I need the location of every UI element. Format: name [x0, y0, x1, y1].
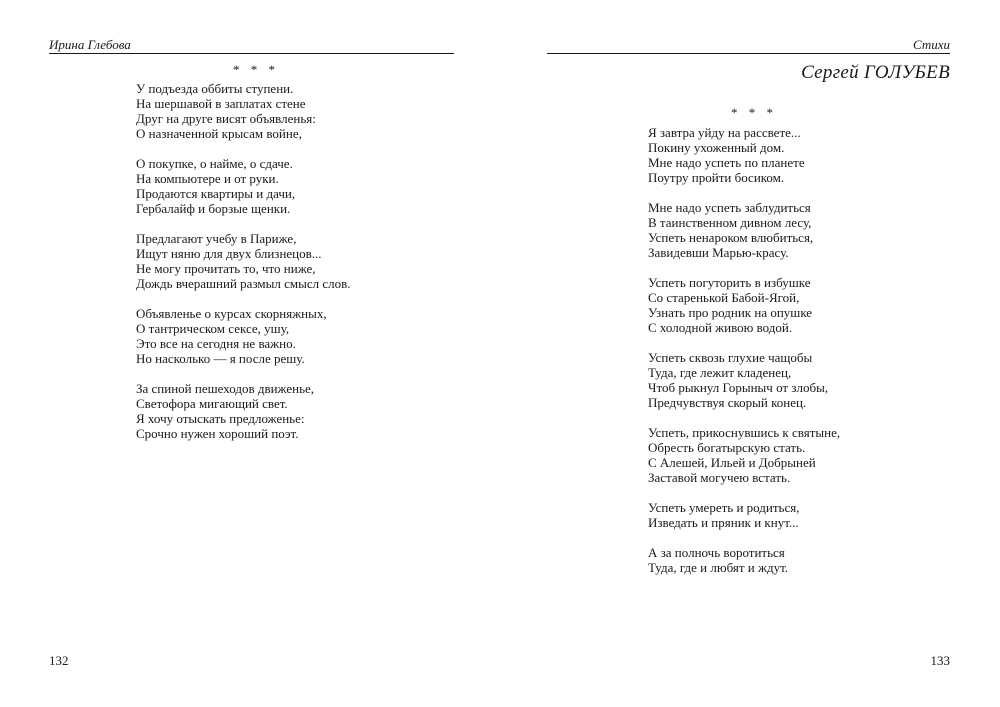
poem-line: Но насколько — я после решу. [136, 351, 305, 366]
header-rule-right [547, 53, 950, 54]
poem-left [136, 81, 350, 456]
page-number-left: 132 [49, 653, 69, 668]
section-stars-right: * * * [731, 105, 777, 120]
poem-line: С Алешей, Ильей и Добрыней [648, 455, 816, 470]
stanza [648, 125, 840, 185]
poem-line: Друг на друге висят объявленья: [136, 111, 316, 126]
poem-line: Успеть умереть и родиться, [648, 500, 800, 515]
poem-line: Объявленье о курсах скорняжных, [136, 306, 327, 321]
stanza [648, 500, 840, 530]
poem-line: Не могу прочитать то, что ниже, [136, 261, 316, 276]
poem-line: О назначенной крысам войне, [136, 126, 302, 141]
poem-line: Я завтра уйду на рассвете... [648, 125, 801, 140]
stanza [136, 231, 350, 291]
poem-line: А за полночь воротиться [648, 545, 785, 560]
poem-line: Предчувствуя скорый конец. [648, 395, 807, 410]
poem-line: Я хочу отыскать предложенье: [136, 411, 305, 426]
poem-line: Туда, где и любят и ждут. [648, 560, 789, 575]
poem-line: Успеть ненароком влюбиться, [648, 230, 814, 245]
stanza [648, 545, 840, 575]
stanza [648, 200, 840, 260]
stanza [136, 306, 350, 366]
poem-line: Ищут няню для двух близнецов... [136, 246, 322, 261]
poem-line: Покину ухоженный дом. [648, 140, 785, 155]
poem-line: Заставой могучею встать. [648, 470, 791, 485]
poem-line: Завидевши Марью-красу. [648, 245, 789, 260]
poem-line: О покупке, о найме, о сдаче. [136, 156, 293, 171]
poem-line: О тантрическом сексе, ушу, [136, 321, 290, 336]
poem-line: С холодной живою водой. [648, 320, 793, 335]
poem-line: Обресть богатырскую стать. [648, 440, 806, 455]
poem-line: На компьютере и от руки. [136, 171, 279, 186]
poem-line: Успеть погуторить в избушке [648, 275, 811, 290]
section-stars-left: * * * [233, 62, 279, 77]
poem-line: Успеть, прикоснувшись к святыне, [648, 425, 841, 440]
right-page [500, 0, 1000, 707]
poem-line: Успеть сквозь глухие чащобы [648, 350, 813, 365]
poem-line: Туда, где лежит кладенец, [648, 365, 792, 380]
poem-line: Светофора мигающий свет. [136, 396, 288, 411]
running-head-left: Ирина Глебова [49, 37, 131, 52]
poem-line: Это все на сегодня не важно. [136, 336, 296, 351]
poem-line: Мне надо успеть по планете [648, 155, 805, 170]
poem-line: Изведать и пряник и кнут... [648, 515, 799, 530]
stanza [648, 350, 840, 410]
page-number-right: 133 [930, 653, 950, 668]
poem-line: Мне надо успеть заблудиться [648, 200, 811, 215]
poem-line: На шершавой в заплатах стене [136, 96, 306, 111]
stanza [136, 81, 350, 141]
poem-line: Срочно нужен хороший поэт. [136, 426, 299, 441]
poem-right [648, 125, 840, 590]
poem-line: Чтоб рыкнул Горыныч от злобы, [648, 380, 829, 395]
poem-line: Продаются квартиры и дачи, [136, 186, 296, 201]
poem-line: Узнать про родник на опушке [648, 305, 813, 320]
header-rule-left [49, 53, 454, 54]
poem-line: Гербалайф и борзые щенки. [136, 201, 291, 216]
stanza [136, 156, 350, 216]
stanza [136, 381, 350, 441]
poem-line: У подъезда оббиты ступени. [136, 81, 294, 96]
poem-line: За спиной пешеходов движенье, [136, 381, 315, 396]
poem-line: Поутру пройти босиком. [648, 170, 785, 185]
poem-line: Предлагают учебу в Париже, [136, 231, 297, 246]
running-head-right: Стихи [912, 37, 950, 52]
poem-line: В таинственном дивном лесу, [648, 215, 812, 230]
author-name: Сергей ГОЛУБЕВ [801, 62, 950, 83]
poem-line: Дождь вчерашний размыл смысл слов. [136, 276, 351, 291]
poem-line: Со старенькой Бабой-Ягой, [648, 290, 800, 305]
stanza [648, 275, 840, 335]
stanza [648, 425, 840, 485]
